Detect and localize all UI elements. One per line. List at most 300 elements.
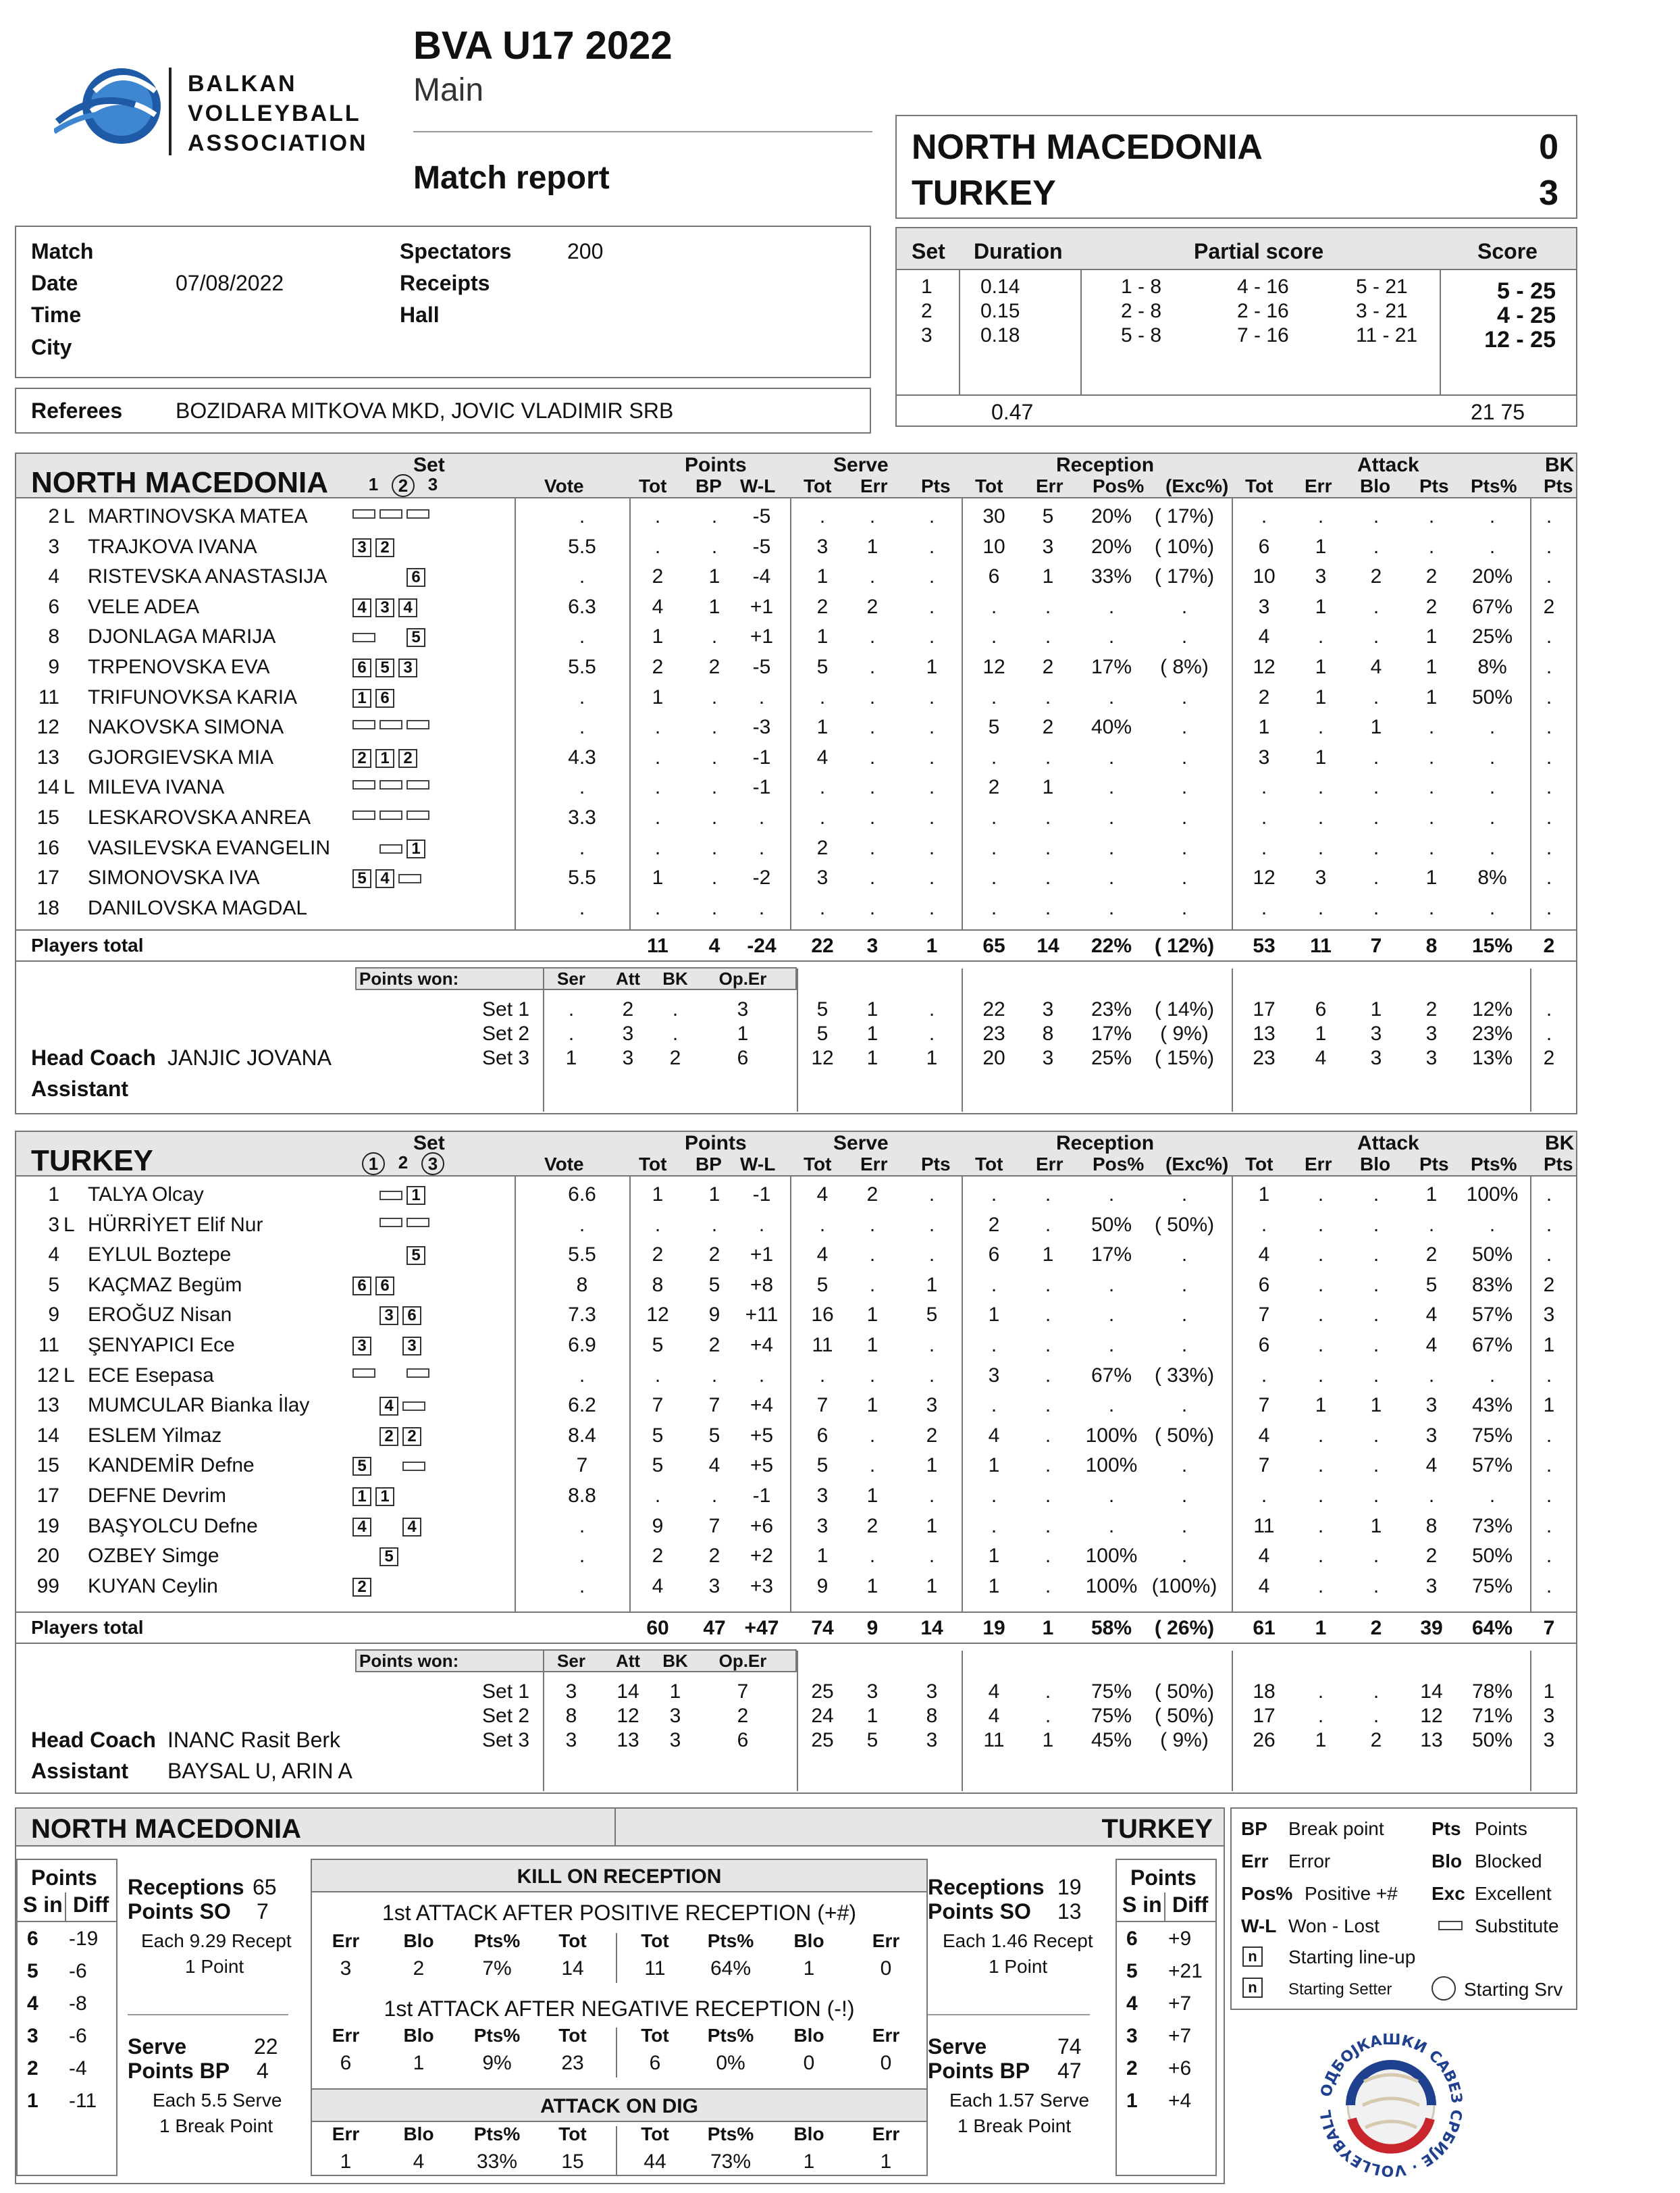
player-row[interactable] — [16, 897, 1576, 924]
player-row[interactable] — [16, 1454, 1576, 1481]
player-attack-errors: 1 — [1315, 596, 1327, 618]
set-row-atot: 13 — [1253, 1023, 1276, 1045]
head-coach: INANC Rasit Berk — [167, 1728, 341, 1752]
team-a-rotation-box — [16, 1859, 117, 2176]
substitute-icon — [406, 1368, 429, 1378]
player-reception-excellent: ( 33%) — [1154, 1364, 1215, 1387]
col-wl: W-L — [740, 1154, 776, 1175]
player-points-total: 4 — [652, 1575, 664, 1597]
player-attack-blocked: . — [1373, 1243, 1380, 1266]
player-points-total: 2 — [652, 1243, 664, 1266]
col-bkpts: Pts — [1544, 475, 1573, 496]
player-sets — [352, 538, 425, 557]
player-reception-errors: . — [1045, 746, 1051, 769]
kor-divider — [616, 2028, 617, 2078]
player-attack-blocked: . — [1373, 1214, 1380, 1236]
player-reception-errors: 2 — [1042, 716, 1054, 738]
player-number: 5 — [48, 1274, 59, 1296]
player-serve-total: 3 — [816, 867, 829, 889]
player-reception-errors: . — [1045, 1274, 1051, 1296]
team-a-serve-label: Serve — [128, 2034, 187, 2059]
player-reception-errors: . — [1045, 1424, 1051, 1447]
player-break-points: 2 — [708, 656, 720, 678]
player-attack-pct: . — [1489, 716, 1496, 738]
set-row-atot: 17 — [1253, 1705, 1276, 1727]
player-attack-total: . — [1261, 776, 1267, 798]
set-column-number: 2 — [392, 474, 415, 497]
players-total-label: Players total — [31, 1617, 144, 1638]
player-name: GJORGIEVSKA MIA — [88, 746, 274, 769]
player-won-lost: +5 — [750, 1454, 774, 1476]
player-reception-total: 1 — [988, 1304, 1000, 1326]
player-number: 9 — [48, 1304, 59, 1326]
kor-value: 1 — [803, 1957, 815, 1980]
player-row[interactable] — [16, 1214, 1576, 1241]
starting-position: 5 — [352, 1457, 371, 1476]
player-block-points: . — [1546, 1424, 1552, 1447]
player-attack-pct: . — [1489, 776, 1496, 798]
total-attack-points: 8 — [1425, 935, 1438, 957]
starting-position: 1 — [406, 840, 425, 858]
player-block-points: . — [1546, 536, 1552, 558]
team-a-points-bp: 4 — [257, 2059, 269, 2083]
player-name: HÜRRİYET Elif Nur — [88, 1214, 263, 1236]
player-sets — [352, 1246, 429, 1265]
set-row-bk: 2 — [669, 1047, 681, 1069]
total-block-points: 7 — [1543, 1617, 1555, 1639]
player-serve-errors: . — [869, 625, 876, 648]
player-attack-pct: . — [1489, 1364, 1496, 1387]
player-attack-total: . — [1261, 1485, 1267, 1507]
player-name: ECE Esepasa — [88, 1364, 214, 1387]
player-vote: 7.3 — [568, 1304, 596, 1326]
player-row[interactable] — [16, 1575, 1576, 1602]
player-row[interactable] — [16, 1334, 1576, 1361]
player-points-total: . — [654, 897, 661, 919]
player-vote: . — [579, 565, 585, 588]
team-a-sin-label: S in — [23, 1892, 63, 1917]
player-block-points: 2 — [1543, 596, 1555, 618]
player-serve-points: . — [928, 776, 935, 798]
player-reception-errors: . — [1045, 867, 1051, 889]
team-b-each-serve-2: 1 Break Point — [957, 2115, 1072, 2136]
kor-title: KILL ON RECEPTION — [517, 1865, 722, 1888]
player-attack-errors: . — [1317, 1334, 1324, 1356]
player-attack-total: 7 — [1258, 1394, 1270, 1416]
player-reception-errors: 2 — [1042, 656, 1054, 678]
libero-flag: L — [63, 776, 75, 798]
set-row-aerr: 4 — [1315, 1047, 1327, 1069]
player-row[interactable] — [16, 1304, 1576, 1331]
player-reception-excellent: . — [1181, 746, 1188, 769]
player-sets — [352, 1337, 425, 1356]
set-row-rpos: 25% — [1091, 1047, 1132, 1069]
set-block-divider — [962, 969, 963, 1112]
player-row[interactable] — [16, 536, 1576, 563]
kor-header: Pts% — [707, 2123, 754, 2144]
bottom-team-a-name: NORTH MACEDONIA — [31, 1814, 301, 1844]
legend-blo-key: Blo — [1432, 1851, 1463, 1872]
set-partial-8: 5 - 8 — [1121, 324, 1162, 346]
col-bk: BK — [1545, 1132, 1575, 1154]
result-team-b: TURKEY — [912, 174, 1056, 213]
legend-pos-key: Pos% — [1241, 1883, 1293, 1904]
player-serve-total: 2 — [816, 596, 829, 618]
player-attack-points: . — [1428, 806, 1435, 829]
total-serve-total: 74 — [811, 1617, 834, 1639]
player-serve-total: 4 — [816, 1243, 829, 1266]
player-row[interactable] — [16, 837, 1576, 864]
col-bkpts: Pts — [1544, 1154, 1573, 1175]
player-serve-errors: 2 — [866, 1183, 878, 1206]
player-reception-total: . — [991, 867, 997, 889]
player-attack-blocked: . — [1373, 1485, 1380, 1507]
legend-pts-value: Points — [1475, 1818, 1527, 1839]
player-attack-errors: . — [1317, 1424, 1324, 1447]
player-row[interactable] — [16, 1364, 1576, 1391]
kor-header: Blo — [793, 2025, 824, 2046]
player-points-total: 2 — [652, 565, 664, 588]
player-row[interactable] — [16, 1243, 1576, 1270]
total-attack-total: 61 — [1253, 1617, 1276, 1639]
player-serve-errors: . — [869, 806, 876, 829]
player-reception-total: . — [991, 596, 997, 618]
set-row-label: Set 3 — [482, 1729, 530, 1751]
player-attack-points: 1 — [1425, 1183, 1438, 1206]
rotation-diff: +4 — [1168, 2090, 1192, 2112]
totals-rule-bottom — [16, 1643, 1576, 1644]
starting-position: 6 — [375, 1276, 394, 1295]
kor-value: 14 — [561, 1957, 584, 1980]
total-reception-positive: 58% — [1091, 1617, 1132, 1639]
set-row-ser: . — [568, 998, 575, 1021]
player-attack-errors: . — [1317, 625, 1324, 648]
team-b-points-bp: 47 — [1057, 2059, 1082, 2083]
libero-flag: L — [63, 1214, 75, 1236]
player-name: OZBEY Simge — [88, 1545, 219, 1567]
player-serve-total: 11 — [812, 1334, 833, 1356]
set-row-rpos: 75% — [1091, 1705, 1132, 1727]
player-reception-excellent: ( 50%) — [1154, 1424, 1215, 1447]
player-reception-positive: 20% — [1091, 505, 1132, 527]
player-reception-total: . — [991, 686, 997, 708]
org-line-3: ASSOCIATION — [188, 130, 368, 156]
player-attack-total: 10 — [1253, 565, 1276, 588]
player-attack-points: 4 — [1425, 1304, 1438, 1326]
team-a-points-so: 7 — [257, 1899, 269, 1924]
col-err: Err — [1036, 1154, 1064, 1175]
player-row[interactable] — [16, 1485, 1576, 1512]
col-vote: Vote — [544, 475, 584, 496]
rotation-number: 1 — [1126, 2090, 1138, 2112]
total-attack-points: 39 — [1420, 1617, 1443, 1639]
player-attack-errors: . — [1317, 1545, 1324, 1567]
team-a-points-label: Points — [31, 1865, 97, 1890]
player-sets — [352, 840, 429, 858]
team-header-band — [16, 1132, 1576, 1177]
rotation-diff: +9 — [1168, 1928, 1192, 1950]
set-row-rpos: 17% — [1091, 1023, 1132, 1045]
kor-header: Pts% — [473, 1930, 521, 1951]
result-team-a: NORTH MACEDONIA — [912, 128, 1263, 167]
col-tot: Tot — [975, 1154, 1003, 1175]
col-exc: (Exc%) — [1165, 1154, 1229, 1175]
set-row-att: 2 — [622, 998, 634, 1021]
legend-pos-value: Positive +# — [1305, 1883, 1398, 1904]
player-reception-errors: . — [1045, 625, 1051, 648]
player-block-points: . — [1546, 837, 1552, 859]
player-number: 1 — [48, 1183, 59, 1206]
col-blo: Blo — [1360, 475, 1391, 496]
player-break-points: 1 — [708, 565, 720, 588]
player-sets — [352, 1487, 425, 1506]
player-attack-blocked: . — [1373, 1424, 1380, 1447]
player-name: DJONLAGA MARIJA — [88, 625, 276, 648]
player-serve-errors: . — [869, 505, 876, 527]
player-row[interactable] — [16, 656, 1576, 683]
player-won-lost: +5 — [750, 1424, 774, 1447]
total-reception-excellent: ( 26%) — [1154, 1617, 1215, 1639]
player-row[interactable] — [16, 1515, 1576, 1542]
player-attack-points: 2 — [1425, 1545, 1438, 1567]
rotation-number: 5 — [1126, 1960, 1138, 1982]
kor-value: 1 — [340, 2150, 352, 2173]
set-row-aerr: 1 — [1315, 1729, 1327, 1751]
substitute-icon — [352, 780, 375, 790]
player-break-points: . — [711, 806, 718, 829]
player-reception-total: 1 — [988, 1575, 1000, 1597]
starting-setter-icon — [1242, 1978, 1263, 1998]
player-points-total: 9 — [652, 1515, 664, 1537]
match-info-box — [15, 226, 871, 378]
libero-flag: L — [63, 1364, 75, 1387]
player-won-lost: . — [758, 686, 765, 708]
kor-value: 11 — [644, 1957, 666, 1980]
total-attack-errors: 11 — [1310, 935, 1332, 957]
org-name — [188, 69, 368, 158]
result-team-b-sets: 3 — [1539, 174, 1558, 213]
player-won-lost: +11 — [745, 1304, 779, 1326]
player-name: DANILOVSKA MAGDAL — [88, 897, 308, 919]
team-b-mid-rule — [928, 2014, 1090, 2015]
kor-header: Blo — [793, 1930, 824, 1951]
set-row-bk: . — [672, 998, 679, 1021]
player-serve-points: . — [928, 1243, 935, 1266]
player-reception-positive: . — [1108, 625, 1115, 648]
points-won-label: Points won: — [359, 1651, 459, 1671]
player-vote: 5.5 — [568, 1243, 596, 1266]
player-reception-errors: . — [1045, 1485, 1051, 1507]
substitute-icon — [352, 720, 375, 729]
player-reception-errors: . — [1045, 1364, 1051, 1387]
player-sets — [352, 1397, 429, 1416]
substitute-icon — [379, 1191, 402, 1200]
set-row-label: Set 3 — [482, 1047, 530, 1069]
player-attack-total: . — [1261, 1214, 1267, 1236]
player-attack-blocked: . — [1373, 1274, 1380, 1296]
total-serve-points: 14 — [920, 1617, 943, 1639]
col-pts: Pts — [1419, 1154, 1449, 1175]
player-attack-blocked: . — [1373, 867, 1380, 889]
player-won-lost: +8 — [750, 1274, 774, 1296]
player-reception-excellent: . — [1181, 1334, 1188, 1356]
kor-value: 44 — [644, 2150, 666, 2173]
player-block-points: 1 — [1543, 1394, 1555, 1416]
totals-rule-bottom — [16, 960, 1576, 962]
player-serve-points: 1 — [926, 1454, 938, 1476]
rotation-diff: -19 — [69, 1928, 99, 1950]
player-won-lost: . — [758, 1214, 765, 1236]
player-reception-positive: 50% — [1091, 1214, 1132, 1236]
player-attack-points: 2 — [1425, 565, 1438, 588]
player-serve-total: . — [819, 1364, 826, 1387]
player-block-points: . — [1546, 565, 1552, 588]
player-serve-total: 6 — [816, 1424, 829, 1447]
player-points-total: . — [654, 806, 661, 829]
player-vote: 6.6 — [568, 1183, 596, 1206]
player-serve-errors: . — [869, 565, 876, 588]
aod-title: ATTACK ON DIG — [540, 2095, 698, 2117]
player-sets — [352, 1427, 425, 1446]
player-row[interactable] — [16, 1394, 1576, 1421]
player-number: 4 — [48, 1243, 59, 1266]
rotation-number: 4 — [27, 1992, 38, 2015]
player-row[interactable] — [16, 1545, 1576, 1572]
date-label: Date — [31, 271, 78, 295]
set-row-apts: 3 — [1425, 1047, 1438, 1069]
player-attack-pct: 73% — [1471, 1515, 1513, 1537]
player-row[interactable] — [16, 716, 1576, 743]
col-tot: Tot — [639, 1154, 667, 1175]
player-won-lost: . — [758, 897, 765, 919]
player-row[interactable] — [16, 1424, 1576, 1451]
starting-position: 2 — [352, 1578, 371, 1597]
player-attack-pct: 8% — [1477, 656, 1507, 678]
player-points-total: 4 — [652, 596, 664, 618]
player-won-lost: -5 — [752, 536, 771, 558]
kor-value: 64% — [710, 1957, 752, 1980]
player-serve-errors: . — [869, 656, 876, 678]
player-points-total: . — [654, 837, 661, 859]
rotation-diff: +6 — [1168, 2057, 1192, 2080]
set-number: 1 — [921, 276, 933, 298]
player-attack-pct: 67% — [1471, 1334, 1513, 1356]
player-vote: 3.3 — [568, 806, 596, 829]
set-row-aerr: . — [1317, 1705, 1324, 1727]
player-attack-total: 4 — [1258, 1424, 1270, 1447]
player-row[interactable] — [16, 806, 1576, 833]
player-name: VASILEVSKA EVANGELIN — [88, 837, 331, 859]
player-row[interactable] — [16, 505, 1576, 532]
player-points-total: 8 — [652, 1274, 664, 1296]
player-reception-positive: . — [1108, 776, 1115, 798]
starting-position: 3 — [352, 1337, 371, 1356]
player-attack-points: 5 — [1425, 1274, 1438, 1296]
team-b-points-so: 13 — [1057, 1899, 1082, 1924]
legend-bp-key: BP — [1241, 1818, 1267, 1839]
set-partial-8: 2 - 8 — [1121, 300, 1162, 322]
player-serve-errors: 1 — [866, 1575, 878, 1597]
player-row[interactable] — [16, 625, 1576, 652]
player-vote: 8 — [576, 1274, 588, 1296]
player-reception-excellent: . — [1181, 1274, 1188, 1296]
team-a-rot-divider — [65, 1892, 66, 1922]
player-vote: . — [579, 1545, 585, 1567]
player-won-lost: -1 — [752, 776, 771, 798]
player-name: LESKAROVSKA ANREA — [88, 806, 311, 829]
player-vote: 6.3 — [568, 596, 596, 618]
player-reception-total: . — [991, 1183, 997, 1206]
player-sets — [352, 1276, 425, 1295]
player-reception-positive: . — [1108, 596, 1115, 618]
set-row-apct: 50% — [1471, 1729, 1513, 1751]
player-row[interactable] — [16, 686, 1576, 713]
col-exc: (Exc%) — [1165, 475, 1229, 496]
set-row-rtot: 20 — [982, 1047, 1005, 1069]
kor-value: 4 — [413, 2150, 425, 2173]
team-a-table — [15, 453, 1577, 1114]
set-row-oper: 1 — [737, 1023, 749, 1045]
set-row-bk: 1 — [669, 1680, 681, 1703]
player-attack-total: 1 — [1258, 1183, 1270, 1206]
kor-divider — [616, 2126, 617, 2176]
player-break-points: . — [711, 1485, 718, 1507]
player-attack-total: 2 — [1258, 686, 1270, 708]
sets-divider-2 — [1080, 270, 1082, 394]
sets-col-set: Set — [912, 239, 945, 263]
setter-icon-letter: n — [1248, 1979, 1257, 1996]
player-attack-total: . — [1261, 505, 1267, 527]
player-attack-blocked: . — [1373, 596, 1380, 618]
substitute-icon — [406, 810, 429, 820]
head-coach: JANJIC JOVANA — [167, 1046, 332, 1070]
set-row-stot: 25 — [811, 1680, 834, 1703]
player-serve-points: . — [928, 1545, 935, 1567]
total-attack-blocked: 7 — [1370, 935, 1382, 957]
player-row[interactable] — [16, 565, 1576, 592]
team-b-rot-rule — [1117, 1921, 1215, 1922]
player-number: 12 — [36, 1364, 59, 1387]
player-attack-errors: . — [1317, 806, 1324, 829]
legend-box — [1230, 1807, 1577, 2010]
player-break-points: 9 — [708, 1304, 720, 1326]
rotation-number: 2 — [27, 2057, 38, 2080]
player-row[interactable] — [16, 867, 1576, 894]
player-row[interactable] — [16, 1274, 1576, 1301]
player-reception-total: . — [991, 1394, 997, 1416]
player-row[interactable] — [16, 776, 1576, 803]
bottom-team-b-name: TURKEY — [1101, 1814, 1213, 1844]
player-serve-total: 1 — [816, 1545, 829, 1567]
player-serve-points: . — [928, 1334, 935, 1356]
legend-wl-key: W-L — [1241, 1915, 1277, 1936]
player-row[interactable] — [16, 1183, 1576, 1210]
points-won-col: Ser — [557, 1651, 585, 1671]
player-serve-total: . — [819, 806, 826, 829]
player-row[interactable] — [16, 596, 1576, 623]
player-reception-excellent: ( 17%) — [1154, 565, 1215, 588]
set-row-att: 14 — [616, 1680, 639, 1703]
kor-header: Err — [332, 2123, 360, 2144]
player-row[interactable] — [16, 746, 1576, 773]
starting-position: 1 — [352, 1487, 371, 1506]
player-block-points: 1 — [1543, 1334, 1555, 1356]
player-break-points: . — [711, 776, 718, 798]
rotation-diff: -11 — [69, 2090, 97, 2112]
substitute-icon — [398, 874, 421, 883]
set-block-divider — [543, 969, 544, 1112]
player-reception-positive: . — [1108, 1394, 1115, 1416]
